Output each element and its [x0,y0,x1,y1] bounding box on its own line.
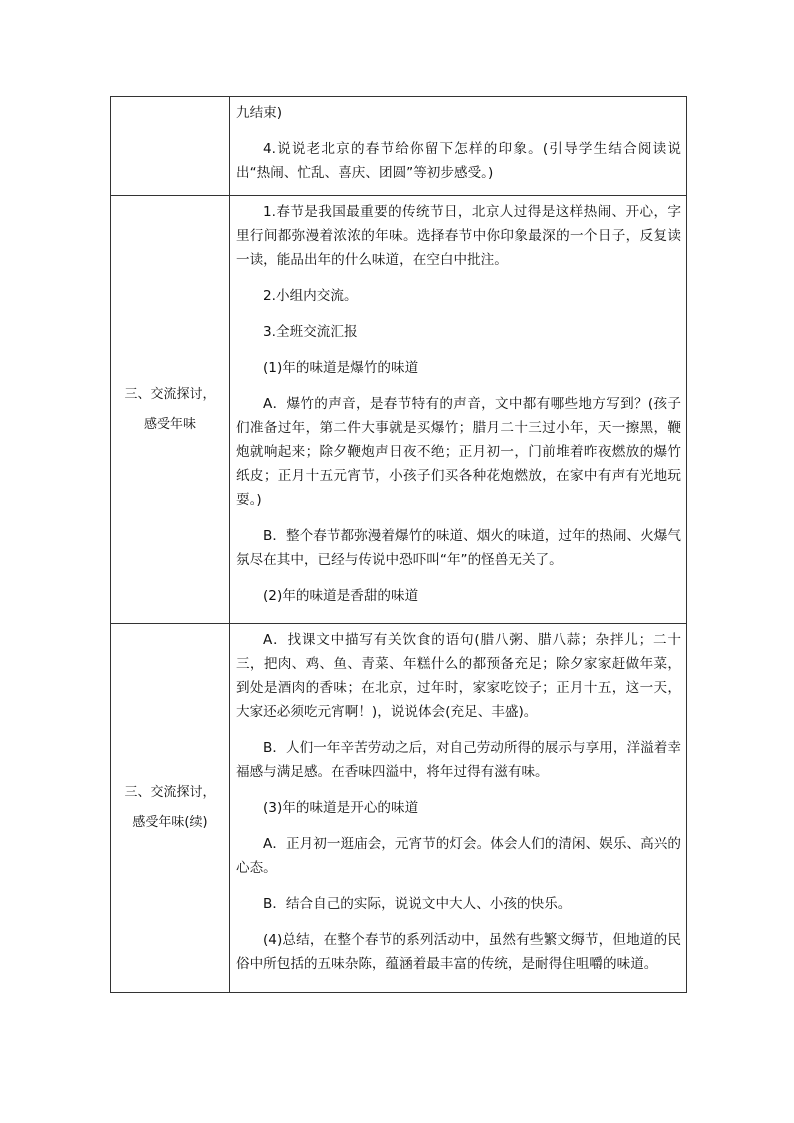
content-paragraph: (1)年的味道是爆竹的味道 [263,360,419,376]
content-paragraph: A．爆竹的声音，是春节特有的声音，文中都有哪些地方写到？(孩子们准备过年，第二件大事就是买爆竹；腊月二十三过小年，天一擦黑，鞭炮就响起来；除夕鞭炮声日夜不绝；正月初一，门前堆着昨夜燃放的爆竹纸皮；正月十五元宵节，小孩子们买各种花炮燃放，在家中有声有光地玩耍。) [236,396,681,508]
content-paragraph: A．正月初一逛庙会，元宵节的灯会。体会人们的清闲、娱乐、高兴的心态。 [236,836,681,876]
content-paragraph: B．人们一年辛苦劳动之后，对自己劳动所得的展示与享用，洋溢着幸福感与满足感。在香味四溢中，将年过得有滋有味。 [236,740,681,780]
content-cell [230,196,687,624]
content-paragraph: B．整个春节都弥漫着爆竹的味道、烟火的味道，过年的热闹、火爆气氛尽在其中，已经与传说中恐吓叫“年”的怪兽无关了。 [236,528,681,568]
table-row [111,97,687,196]
content-cell [230,624,687,993]
content-paragraph: (4)总结，在整个春节的系列活动中，虽然有些繁文缛节，但地道的民俗中所包括的五味杂陈，蕴涵着最丰富的传统，是耐得住咀嚼的味道。 [236,932,681,972]
lesson-plan-table [110,96,687,993]
stage-cell [111,196,230,624]
content-cell [230,97,687,196]
stage-cell [111,97,230,196]
content-paragraph: (3)年的味道是开心的味道 [263,800,419,816]
content-paragraph: (2)年的味道是香甜的味道 [263,588,419,604]
stage-label: 感受年味 [143,416,196,432]
content-paragraph: 3.全班交流汇报 [263,324,358,340]
stage-label: 感受年味(续) [132,815,208,830]
stage-label: 三、交流探讨， [124,785,216,800]
content-paragraph: 1.春节是我国最重要的传统节日，北京人过得是这样热闹、开心，字里行间都弥漫着浓浓的年味。选择春节中你印象最深的一个日子，反复读一读，能品出年的什么味道，在空白中批注。 [236,204,681,268]
stage-cell [111,624,230,993]
content-paragraph: B．结合自己的实际，说说文中大人、小孩的快乐。 [263,896,572,912]
stage-label: 三、交流探讨， [124,386,216,402]
content-paragraph: A．找课文中描写有关饮食的语句(腊八粥、腊八蒜；杂拌儿；二十三，把肉、鸡、鱼、青菜、年糕什么的都预备充足；除夕家家赶做年菜，到处是酒肉的香味；在北京，过年时，家家吃饺子；正月十五，这一天，大家还必须吃元宵啊！)，说说体会(充足、丰盛)。 [236,632,681,720]
content-paragraph: 2.小组内交流。 [263,288,358,304]
table-row [111,624,687,993]
content-paragraph: 九结束) [236,105,283,121]
table-row [111,196,687,624]
content-paragraph: 4.说说老北京的春节给你留下怎样的印象。(引导学生结合阅读说出“热闹、忙乱、喜庆、团圆”等初步感受。) [236,141,681,181]
